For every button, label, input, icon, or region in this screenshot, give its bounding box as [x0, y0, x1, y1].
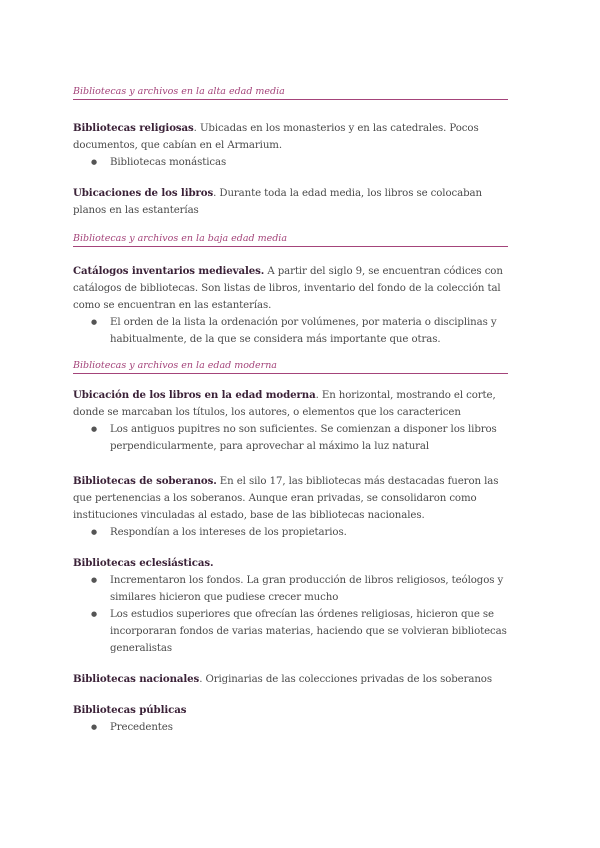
term: Bibliotecas de soberanos.	[73, 475, 217, 487]
bullet-icon: ●	[91, 576, 98, 584]
list-item-text: Precedentes	[110, 722, 173, 733]
term: Ubicación de los libros en la edad moderna	[73, 389, 316, 401]
section-edad-moderna	[73, 360, 517, 736]
term: Ubicaciones de los libros	[73, 187, 214, 199]
bullet-icon: ●	[91, 610, 98, 618]
paragraph	[73, 555, 517, 572]
bullet-icon: ●	[91, 158, 98, 166]
list-item-text: Los estudios superiores que ofrecían las órdenes religiosas, hicieron que se incorporaran fondos de varias materias, haciendo que se volvieran bibliotecas generalistas	[110, 609, 507, 654]
list-item-text: Los antiguos pupitres no son suficientes. Se comienzan a disponer los libros perpendicularmente, para aprovechar al máximo la luz natural	[110, 424, 497, 452]
paragraph	[73, 185, 517, 219]
section-heading: Bibliotecas y archivos en la edad moderna	[73, 360, 508, 374]
bullet-list	[73, 154, 517, 171]
bullet-list	[73, 524, 517, 541]
bullet-list	[73, 314, 517, 348]
list-item	[73, 524, 517, 541]
section-alta-edad-media	[73, 86, 517, 219]
paragraph-text: . Originarias de las colecciones privadas de los soberanos	[199, 674, 492, 685]
bullet-icon: ●	[91, 425, 98, 433]
bullet-list	[73, 719, 517, 736]
paragraph-text: . Durante toda la edad media, los libros se colocaban planos en las estanterías	[73, 188, 482, 216]
section-baja-edad-media	[73, 233, 517, 348]
bullet-icon: ●	[91, 318, 98, 326]
list-item	[73, 719, 517, 736]
list-item-text: Bibliotecas monásticas	[110, 157, 227, 168]
paragraph-text: . Ubicadas en los monasterios y en las catedrales. Pocos documentos, que cabían en el Armarium.	[73, 123, 479, 151]
paragraph-text: A partir del siglo 9, se encuentran códices con catálogos de bibliotecas. Son listas de libros, inventario del fondo de la colección tal como se encuentran en las estanterías.	[73, 266, 503, 311]
term: Bibliotecas eclesiásticas.	[73, 557, 214, 569]
bullet-list	[73, 572, 517, 657]
document-content	[73, 86, 517, 736]
bullet-list	[73, 421, 517, 455]
paragraph	[73, 263, 517, 314]
bullet-icon: ●	[91, 723, 98, 731]
term: Bibliotecas nacionales	[73, 673, 200, 685]
paragraph	[73, 387, 517, 421]
term: Bibliotecas públicas	[73, 704, 187, 716]
list-item	[73, 421, 517, 455]
list-item-text: Respondían a los intereses de los propietarios.	[110, 527, 347, 538]
paragraph	[73, 120, 517, 154]
term: Catálogos inventarios medievales.	[73, 265, 265, 277]
term: Bibliotecas religiosas	[73, 122, 194, 134]
paragraph	[73, 473, 517, 524]
section-heading: Bibliotecas y archivos en la alta edad media	[73, 86, 508, 100]
section-heading: Bibliotecas y archivos en la baja edad media	[73, 233, 508, 247]
list-item-text: El orden de la lista la ordenación por volúmenes, por materia o disciplinas y habitualmente, de la que se considera más importante que otras.	[110, 317, 497, 345]
paragraph-text: En el silo 17, las bibliotecas más destacadas fueron las que pertenencias a los soberanos. Aunque eran privadas, se consolidaron como instituciones vinculadas al estado, base de las bibliotecas nacionales.	[73, 476, 499, 521]
list-item	[73, 606, 517, 657]
list-item	[73, 572, 517, 606]
list-item	[73, 154, 517, 171]
paragraph-text: . En horizontal, mostrando el corte, donde se marcaban los títulos, los autores, o elementos que los caractericen	[73, 390, 496, 418]
list-item-text: Incrementaron los fondos. La gran producción de libros religiosos, teólogos y similares hicieron que pudiese crecer mucho	[110, 575, 504, 603]
bullet-icon: ●	[91, 528, 98, 536]
paragraph	[73, 671, 517, 688]
list-item	[73, 314, 517, 348]
paragraph	[73, 702, 517, 719]
